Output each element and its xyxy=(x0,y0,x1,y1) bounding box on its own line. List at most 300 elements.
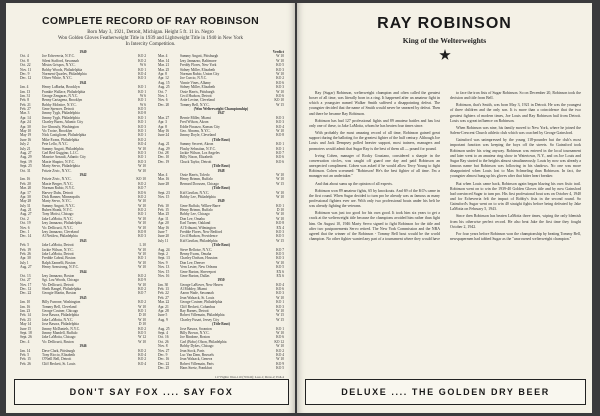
fight-opponent: Silent Stafford, Savannah xyxy=(42,58,79,63)
fight-opponent: Freddie Cabral, Boston xyxy=(42,256,76,261)
fight-result: KO 2 xyxy=(138,208,146,213)
fight-opponent: Norman Rubio, N.Y.C. xyxy=(42,186,76,191)
fight-date: June 15 xyxy=(20,326,32,331)
fight-date: Sept. 2 xyxy=(158,251,168,256)
fight-date: Apr. 14 xyxy=(20,115,31,120)
fight-opponent: Jean Stock, Paris xyxy=(180,348,205,353)
fight-result: W 10 xyxy=(276,177,284,182)
fight-opponent: Carl Red Guggino, L.I.C. xyxy=(42,150,79,155)
record-title: COMPLETE RECORD OF RAY ROBINSON xyxy=(42,15,259,27)
fight-date: Feb. 13 xyxy=(158,287,169,292)
fight-date: Jan. 4 xyxy=(20,85,29,90)
fight-opponent: Fred Wilson, Akron xyxy=(180,120,209,125)
fight-opponent: Tommy Bell, N.Y.C. xyxy=(180,102,210,107)
fight-opponent: Charley Fusari, Jersey City xyxy=(180,317,220,322)
fight-opponent: Oliver White, N.Y.C. xyxy=(42,76,73,81)
fight-result: W 15 xyxy=(276,317,284,322)
fight-result: KO 7 xyxy=(276,150,284,155)
fight-date: Jan. 30 xyxy=(158,282,169,287)
fight-opponent: Benny Cartagena, Brooklyn xyxy=(42,98,83,103)
fight-result: KO 6 xyxy=(276,287,284,292)
fight-date: Oct. 16 xyxy=(158,335,169,340)
fight-result: KO 2 xyxy=(138,58,146,63)
fight-date: Apr. 24 xyxy=(20,120,31,125)
fight-result: W 10 xyxy=(138,339,146,344)
right-page xyxy=(297,3,592,413)
fight-date: Feb. 23 xyxy=(20,317,31,322)
fight-result: KO 6 xyxy=(276,80,284,85)
fight-opponent: Joe Curcio, N.Y.C. xyxy=(180,76,208,81)
fight-date: Jan. 13 xyxy=(20,89,31,94)
fight-result: KO 1 xyxy=(138,155,146,160)
fight-opponent: Cliff Beckett, St. Louis xyxy=(42,361,76,366)
fight-opponent: Robert Villemain, Philadelphia xyxy=(180,313,225,318)
fight-opponent: Earl Turner, Oakland xyxy=(180,221,211,226)
fight-result: KO 1 xyxy=(138,89,146,94)
fight-opponent: Jean Walzack, Geneva xyxy=(180,357,213,362)
fight-date: Apr. 8 xyxy=(158,124,167,129)
fight-result: W 10 xyxy=(276,344,284,349)
fight-result: KO 10 xyxy=(136,177,146,182)
fight-result: KO 6 xyxy=(276,159,284,164)
fight-result: KO 1 xyxy=(138,309,146,314)
fight-date: Nov. 8 xyxy=(158,344,168,349)
fight-opponent: Benny Evans, Omaha xyxy=(180,251,212,256)
fight-result: W 6 xyxy=(139,93,146,98)
fight-opponent: Al Mobley, Miami xyxy=(180,287,207,292)
fight-result: W 10 xyxy=(276,357,284,362)
fight-opponent: Georgie Martin, Boston xyxy=(42,291,77,296)
fight-date: Feb. 15 xyxy=(158,208,169,213)
fight-date: Aug. 25 xyxy=(158,326,170,331)
fight-opponent: Dick Banner, Minneapolis xyxy=(42,194,80,199)
article-column-right xyxy=(450,91,581,375)
fight-opponent: Vic Troise, Brooklyn xyxy=(42,129,73,134)
fight-opponent: Jake LaMotta, Detroit xyxy=(42,251,74,256)
fight-result: W 10 xyxy=(276,58,284,63)
fight-date: Apr. 30 xyxy=(20,194,31,199)
fight-date: Dec. 22 xyxy=(158,361,170,366)
fight-result: KO 5 xyxy=(138,331,146,335)
fight-opponent: Freddy Flores, New York xyxy=(180,63,217,68)
fight-result: KO 2 xyxy=(276,348,284,353)
fight-result: W 10 xyxy=(276,172,284,177)
fight-opponent: Gene Buffalo, Wilkes-Barre xyxy=(180,203,221,208)
fight-date: Sept. 19 xyxy=(20,159,32,164)
fight-result: W 10 xyxy=(138,146,146,151)
fight-result: KO 4 xyxy=(276,282,284,287)
fight-opponent: Jose Basora, Philadelphia xyxy=(42,322,79,327)
fight-opponent: Geo. Abrams, N.Y.C. xyxy=(180,129,211,134)
fight-date: Jan. 23 xyxy=(20,309,31,314)
fight-opponent: Mistos Grispos, N.Y.C. xyxy=(42,63,76,68)
fight-opponent: Joe Ghnouly, Washington xyxy=(42,124,79,129)
article-paragraph: to face the iron fists of Sugar Robinson. So on December 20, Robinson took the decision and title from Bell. xyxy=(450,91,581,101)
fight-result: KO 4 xyxy=(276,352,284,357)
fight-result: KO 7 xyxy=(138,291,146,296)
fight-date: Aug. 24 xyxy=(158,247,170,252)
fight-date: Apr. 21 xyxy=(158,304,169,309)
fight-result: KO 2 xyxy=(138,181,146,186)
fight-opponent: George Costner, Chicago xyxy=(42,309,79,314)
fight-date: July 21 xyxy=(20,146,31,151)
fight-opponent: Marty Servo, N.Y.C. xyxy=(42,199,72,204)
fight-opponent: Henry Armstrong, N.Y.C. xyxy=(42,265,79,270)
fight-result: W 6 xyxy=(139,102,146,107)
fight-opponent: Cecil Hudson, Providence xyxy=(180,234,218,239)
fight-opponent: George LaRover, New Haven xyxy=(180,282,223,287)
fight-opponent: Billy Nixon, Elizabeth xyxy=(180,155,213,160)
fight-opponent: Norment Quarles, Philadelphia xyxy=(42,71,87,76)
fight-opponent: Sammy Angott, N.Y.C. xyxy=(42,203,76,208)
fight-result: KO 2 xyxy=(138,287,146,292)
fight-opponent: Jimmy Doyle, Cleveland xyxy=(180,133,216,138)
fight-opponent: Sidney Miller, Elizabeth xyxy=(180,85,216,90)
fight-opponent: Jimmy Tygh, Philadelphia xyxy=(42,111,80,116)
article-paragraph: When Robinson was nine, his family moved to New York, where he joined the Salem-Crescent Church athletic club which was coached by George Gainsford. xyxy=(450,125,581,136)
fight-opponent: O'Neill Bell, Detroit xyxy=(42,357,72,362)
fight-result: W 15 xyxy=(276,181,284,186)
fight-opponent: Tony Riccio, Elizabeth xyxy=(42,352,75,357)
fight-opponent: Eddie Finazzo, Kansas City xyxy=(180,124,220,129)
fight-date: June 20 xyxy=(158,234,170,239)
record-year: 1944 xyxy=(79,269,87,274)
fight-date: Sept. 26 xyxy=(20,335,32,340)
fight-date: Jan. 14 xyxy=(20,348,31,353)
fight-date: Feb. 27 xyxy=(20,107,31,112)
fight-result: KO 1 xyxy=(138,98,146,103)
fight-date: Jan. 16 xyxy=(20,304,31,309)
fight-date: May 10 xyxy=(20,129,32,134)
fight-opponent: Vern Lester, New Orleans xyxy=(180,265,218,270)
fight-date: Oct. 13 xyxy=(20,273,31,278)
fight-result: KO 1 xyxy=(138,129,146,134)
fight-result: KO 6 xyxy=(276,155,284,160)
fight-date: Dec. 20 xyxy=(158,102,170,107)
fight-result: KO 6 xyxy=(276,335,284,340)
fight-result: KO 12 xyxy=(274,339,284,344)
fight-result: KO 7 xyxy=(138,186,146,191)
fight-date: May 16 xyxy=(158,129,170,134)
fight-result: KO 1 xyxy=(138,115,146,120)
fight-date: May 28 xyxy=(20,199,32,204)
fight-opponent: Fritzie Zivic, N.Y.C. xyxy=(42,168,72,173)
fight-date: Aug. 29 xyxy=(158,146,170,151)
fight-date: Oct. 27 xyxy=(20,278,31,283)
fight-date: Apr. 11 xyxy=(158,216,169,221)
fight-date: Apr. 8 xyxy=(158,71,167,76)
fight-result: KO 5 xyxy=(276,366,284,371)
fight-result: W 10 xyxy=(138,265,146,270)
ad-banner-fox: DON'T SAY FOX .... SAY FOX xyxy=(14,379,289,405)
fight-date: Oct. 31 xyxy=(20,168,31,173)
fight-opponent: Jean Walzack, St. Louis xyxy=(180,295,215,300)
fight-result: W 10 xyxy=(276,194,284,199)
fight-opponent: Vinnie Vines, Albany xyxy=(180,80,211,85)
fight-date: Nov. 15 xyxy=(158,194,170,199)
fight-date: Feb. 20 xyxy=(20,181,31,186)
article-title: RAY ROBINSON xyxy=(377,15,512,32)
fight-date: Dec. 25 xyxy=(158,366,170,371)
fight-date: Apr. 30 xyxy=(20,256,31,261)
fight-result: KO 10 xyxy=(274,98,284,103)
fight-date: Apr. 20 xyxy=(158,221,169,226)
fight-result: KO 3 xyxy=(276,120,284,125)
record-year: 1945 xyxy=(79,295,87,300)
fight-result: L 10 xyxy=(139,243,146,248)
article-paragraph: Robinson has had 127 professional fights and 89 amateur battles and has lost only one of these, to Jake LaMotta, whom he has beaten four times since. xyxy=(309,118,440,128)
fight-opponent: Flashy Sebastian, N.Y.C. xyxy=(180,146,216,151)
fight-date: Mar. 20 xyxy=(20,186,32,191)
fight-opponent: Henry Brimm, Buffalo xyxy=(180,177,213,182)
fight-result: KO 8 xyxy=(138,230,146,235)
fight-result: W 10 xyxy=(138,282,146,287)
fight-result: KO 2 xyxy=(276,76,284,81)
article-paragraph: Since then Robinson has beaten LaMotta three times, wiping the only blemish from his otherwise perfect record. He also beat Jake the first time they fought October 2, 1942. xyxy=(450,214,581,229)
fight-result: W 15 xyxy=(276,313,284,318)
fight-opponent: Gene Burton, Dallas xyxy=(180,273,210,278)
fight-opponent: Artie Levine, Cleveland xyxy=(180,98,215,103)
fight-opponent: Al Nettlow, Philadelphia xyxy=(42,234,78,239)
fight-result: KO 2 xyxy=(138,326,146,331)
record-summary: 117 Fights: Won-110 (70 KO); Lost-1; Draw-2; Exh-4 xyxy=(214,375,284,379)
fight-date: Feb. 22 xyxy=(158,291,169,296)
fight-opponent: Bobby Dykes, Chicago xyxy=(180,344,214,349)
article-paragraph: Gainsford was unimpressed by the young 118-pounder but the club's most important function was keeping the boys off the streets. So Gainsford took Robinson under his wing anyway. Robinson was entered in the local tournament and later went to an amateur ring show in Watertown, N.Y., and on Joe Louis and Sugar Ray started to the heights almost simultaneously. Louis by now was already a famous name but Robinson was following in his shadows. No one was more disappointed when Louis lost to Max Schmeling than Robinson. In fact, the youngster almost hung up his gloves after that bitter heart breaker. xyxy=(450,138,581,179)
fight-date: Feb. 14 xyxy=(20,313,31,318)
article-paragraph: But when Louis came back, Robinson again began blazing his own fistic trail. Robinson went on to win the 1939-40 Golden Gloves title and by now Gainsford had convinced Sugar to turn pro. His first professional bout was on October 4, 1940 and for Echeverria felt the impact of Robby's fists in the second round. So Gainsford's Sugar went on to win 40 straight fights before being defeated by Jake LaMotta on February 5, 1943. xyxy=(450,181,581,212)
fight-opponent: Jimmy Mandell, Buffalo xyxy=(42,331,78,335)
fight-opponent: Jimmy Tygh, Philadelphia xyxy=(42,115,80,120)
fight-opponent: Ossie Harris, Pittsburgh xyxy=(180,89,215,94)
fight-opponent: Bobby Lee, Philadelphia xyxy=(180,194,216,199)
fight-date: Aug. 21 xyxy=(20,208,32,213)
fight-opponent: Charley Burns, Atlantic City xyxy=(42,120,84,125)
fight-opponent: Tony Motisi, Chicago xyxy=(42,212,74,217)
fight-result: W 10 xyxy=(138,164,146,169)
fight-date: June 28 xyxy=(158,181,170,186)
article-paragraph: With probably the most amazing record of all time, Robinson gained great support during the balloting for the greatest fighter of the half century. Although Joe Louis and Jack Dempsey polled heavier support, most trainers, managers and promoters would admit that Sugar Ray is the best of them all — pound for pound. xyxy=(309,131,440,151)
fight-date: June 24 xyxy=(158,133,170,138)
fight-date: Apr. 3 xyxy=(158,120,167,125)
fight-result: KO 3 xyxy=(276,256,284,261)
fight-date: June 5 xyxy=(158,313,168,318)
fight-date: Nov. 13 xyxy=(158,265,170,270)
fight-date: Mar. 16 xyxy=(158,177,170,182)
fight-date: Feb. 26 xyxy=(20,361,31,366)
fight-date: Nov. 6 xyxy=(20,225,30,230)
fight-result: KO 6 xyxy=(276,93,284,98)
fight-date: Apr. 12 xyxy=(158,76,169,81)
fight-date: Feb. 19 xyxy=(20,247,31,252)
fight-result: W 10 xyxy=(276,89,284,94)
fight-result: W 10 xyxy=(276,212,284,217)
fight-opponent: Jackie Wilson, Los Angeles xyxy=(180,150,220,155)
fight-date: Aug. 9 xyxy=(158,317,168,322)
record-note: (Title Bout) xyxy=(212,186,230,191)
fight-result: D 10 xyxy=(138,322,146,327)
fight-opponent: Maxie Shapiro, N.Y.C. xyxy=(42,159,75,164)
fight-result: KO 5 xyxy=(276,251,284,256)
fight-result: KO 1 xyxy=(276,203,284,208)
fight-result: KO 1 xyxy=(138,85,146,90)
fight-opponent: Vic Dellicurti, Boston xyxy=(42,339,74,344)
fight-date: Feb. 10 xyxy=(158,203,169,208)
fight-date: Feb. 5 xyxy=(20,243,29,248)
record-year: 1940 xyxy=(79,50,87,54)
fight-date: Dec. 9 xyxy=(20,71,30,76)
fight-result: KO 9 xyxy=(138,278,146,283)
fight-result: KO 3 xyxy=(138,124,146,129)
fight-date: Oct. 19 xyxy=(20,221,31,226)
fight-opponent: Joe Rindone, Boston xyxy=(180,335,210,340)
fight-opponent: Marty Servo, Philadelphia xyxy=(42,164,80,169)
fight-opponent: Izzy Jannazzo, Baltimore xyxy=(180,58,217,63)
fight-result: KO 3 xyxy=(276,85,284,90)
fight-opponent: Bobby Lee, Chicago xyxy=(180,212,210,217)
fight-opponent: Ossie Harris, Toledo xyxy=(180,172,210,177)
fight-date: Jan. 31 xyxy=(20,93,31,98)
fight-opponent: Sammy Angott, Philadelphia xyxy=(42,146,84,151)
fight-result: KO 3 xyxy=(276,230,284,235)
fight-result: D 10 xyxy=(138,313,146,318)
fight-opponent: Don Lee, Omaha xyxy=(180,216,205,221)
fight-opponent: Aaron Wade, Savannah xyxy=(180,291,214,296)
fight-opponent: Henry Brimm, Buffalo xyxy=(180,208,213,213)
record-born-line: Born May 3, 1921, Detroit, Michigan. Height 5 ft. 11 in. Negro xyxy=(87,30,214,35)
fight-result: KO 3 xyxy=(138,76,146,81)
fight-date: Oct. 28 xyxy=(158,150,169,155)
fight-opponent: Gene Burton, Shreveport xyxy=(180,269,217,274)
fight-opponent: Jake LaMotta, N.Y.C. xyxy=(42,216,74,221)
fight-date: Apr. 28 xyxy=(158,309,169,314)
fight-opponent: Jake LaMotta, Detroit xyxy=(42,243,74,248)
fight-result: KO 1 xyxy=(138,133,146,138)
fight-result: KO 8 xyxy=(276,133,284,138)
fight-opponent: Tommy Bell, Cleveland xyxy=(42,304,77,309)
fight-opponent: Fritzie Zivic, N.Y.C. xyxy=(42,177,72,182)
fight-result: KO 7 xyxy=(276,247,284,252)
fight-result: KO 2 xyxy=(138,194,146,199)
fight-opponent: Billy Brown, N.Y.C. xyxy=(180,331,210,335)
fight-result: W 10 xyxy=(276,331,284,335)
fight-date: Aug. 27 xyxy=(20,150,32,155)
article-paragraph: Irving Cohen, manager of Rocky Graziano, considered a sharpie in the conversation circles, was caught off guard one day and paid Robinson an unexpected compliment. Cohen was asked if he would allow Terry Young to fight Robinson. Cohen screamed: "Robinson! He's the best fighter of all time. I'm a manager not an undertaker." xyxy=(309,153,440,179)
fight-opponent: Izzy Jannazzo, Philadelphia xyxy=(42,221,83,226)
fight-date: July 31 xyxy=(20,203,31,208)
fight-date: Jan. 10 xyxy=(20,300,31,305)
fight-date: Jan. 16 xyxy=(20,177,31,182)
fight-result: EX 6 xyxy=(276,269,284,274)
fight-opponent: Bobby Woods, Philadelphia xyxy=(42,67,83,72)
fight-date: Mar. 4 xyxy=(158,172,168,177)
fight-result: KO 2 xyxy=(138,273,146,278)
fight-result: KO 3 xyxy=(276,291,284,296)
fight-result: W 10 xyxy=(276,71,284,76)
fight-result: W 6 xyxy=(139,63,146,68)
fight-date: Aug. 15 xyxy=(158,80,170,85)
fight-result: KO 1 xyxy=(138,67,146,72)
fight-result: KO 4 xyxy=(138,352,146,357)
article-subtitle: King of the Welterweights xyxy=(402,36,487,45)
fight-opponent: Dave Clark, Pittsburgh xyxy=(42,348,75,353)
fight-result: KO 3 xyxy=(276,115,284,120)
fight-opponent: Kid Gavilan, Philadelphia xyxy=(180,238,218,243)
record-year: 1942 xyxy=(79,172,87,177)
fight-opponent: Don Lee, Denver xyxy=(180,260,205,265)
fight-opponent: Jose Basora, Philadelphia xyxy=(42,313,79,318)
fight-result: W 10 xyxy=(276,216,284,221)
fight-date: Nov. 9 xyxy=(158,260,168,265)
fight-opponent: Sheik Rangel, Philadelphia xyxy=(42,287,82,292)
fight-opponent: Bernie Miller, Miami xyxy=(180,115,211,120)
fight-date: Aug. 25 xyxy=(158,85,170,90)
decision-header: Verdict xyxy=(272,50,284,54)
fight-date: Dec. 19 xyxy=(158,159,170,164)
fight-result: W 10 xyxy=(276,309,284,314)
record-year: 1943 xyxy=(79,238,87,243)
fight-result: KO 1 xyxy=(276,326,284,331)
article-paragraph: Robinson won 89 amateur fights, 65 by knockouts. And 69 of the KO's came in the first round. When Sugar decided to turn pro he already was as famous as many professional fighters ever are. With only two professional bouts under his belt he was already fighting the veterans. xyxy=(309,188,440,209)
fight-opponent: George Zengaras, N.Y.C. xyxy=(42,93,79,98)
fight-result: KO 3 xyxy=(276,304,284,309)
star-icon xyxy=(439,49,451,61)
fight-opponent: Steve Belloise, N.Y.C. xyxy=(180,247,213,252)
left-page xyxy=(6,3,295,413)
article-paragraph: Robinson was just too good for his own good. It took him six years to get a crack at the welterweight title because the champions avoided him rather than fight him. On August 10, 1946 Marty Servo signed to fight Robinson for the title and after two postponements Servo retired. The New York Commission and the NBA agreed that the winner of the Robinson - Tommy Bell bout would be the world champion. No other fighter wanted any part of a tournament where they would have xyxy=(309,211,440,242)
fight-date: Dec. 1 xyxy=(20,230,30,235)
record-note: (Title Bout) xyxy=(212,137,230,142)
fight-date: Feb. 21 xyxy=(20,102,31,107)
record-note: (Title Bout) xyxy=(212,243,230,248)
fight-date: Feb. 5 xyxy=(20,352,29,357)
fight-date: Oct. 4 xyxy=(20,54,29,59)
fight-result: W 15 xyxy=(276,102,284,107)
fight-result: KO 1 xyxy=(276,142,284,147)
fight-date: Aug. 29 xyxy=(20,155,32,160)
fight-opponent: Nick Castiglione, Philadelphia xyxy=(42,133,87,138)
record-won-line: Won Golden Gloves Featherweight Title in 1939 and Lightweight Title in 1940 in New York xyxy=(57,36,243,41)
fight-result: KO 3 xyxy=(138,234,146,239)
fight-date: Sept. 25 xyxy=(20,164,32,169)
fight-opponent: Henry LaBarba, Brooklyn xyxy=(42,85,80,90)
fight-date: Apr. 30 xyxy=(20,124,31,129)
fight-opponent: Izzy Jannazzo, Cleveland xyxy=(42,230,79,235)
fight-opponent: Vic Dellicurti, N.Y.C. xyxy=(42,225,74,230)
fight-result: W 10 xyxy=(276,295,284,300)
fight-result: W 10 xyxy=(138,304,146,309)
fight-result: W 10 xyxy=(276,54,284,59)
fight-opponent: Maxie Berger, N.Y.C. xyxy=(42,181,74,186)
fight-date: Sept. 18 xyxy=(20,331,32,335)
article-column-left xyxy=(309,91,440,375)
fight-result: KO 2 xyxy=(138,357,146,362)
fight-date: Oct. 26 xyxy=(158,339,169,344)
article-paragraph: Robinson, that's Smith, was born May 3, 1921 in Detroit. He was the youngest of three children and the only son. It is more than a coincidence that the two greatest fighters of modern times, Joe Louis and Ray Robinson hail from Detroit. Louis was a great influence on Robinson. xyxy=(450,103,581,123)
fight-result: W 10 xyxy=(138,199,146,204)
fight-opponent: Sammy Secreet, Akron xyxy=(180,142,214,147)
fight-opponent: Pete Lello, N.Y.C. xyxy=(42,142,69,147)
fight-opponent: Freddie Flores, New Bedford xyxy=(180,230,223,235)
fight-date: Sept. 13 xyxy=(158,256,170,261)
fight-opponent: Sidney Miller, Elizabeth xyxy=(180,67,216,72)
fight-opponent: Ralph Zannelli, Boston xyxy=(42,260,76,265)
fight-opponent: Sammy Angott, Pittsburgh xyxy=(180,54,219,59)
fight-date: Nov. 27 xyxy=(158,348,170,353)
fight-date: Feb. 8 xyxy=(20,98,29,103)
fight-opponent: Jackie Wilson, N.Y.C. xyxy=(42,247,74,252)
fight-date: Dec. 16 xyxy=(158,357,170,362)
